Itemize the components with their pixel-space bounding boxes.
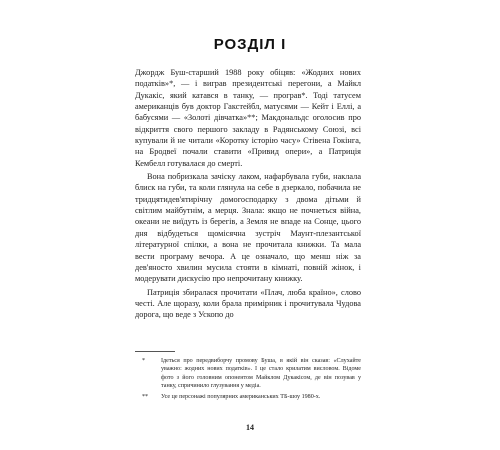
- footnote-separator: [135, 351, 175, 352]
- footnote-1-text: Ідеться про передвиборчу промову Буша, в якій він сказав: «Слухайте уважно: жодних нових податків». І це стало крилатим висловом. Відоме фото з його головним опонентом Майклом Дукакісом, де він позував у танку, спричинило глузування у медіа.: [161, 358, 361, 390]
- footnote-1-mark: *: [142, 358, 146, 364]
- paragraph-3: Патриція збиралася прочитати «Плач, люба країно», слово честі. Але щоразу, коли брала примірник і прочитувала Чудова дорога, що веде з Ускопо до: [135, 287, 361, 320]
- page-number: 14: [246, 423, 254, 432]
- footnote-2-text: Усе це персонажі популярних американських ТБ-шоу 1980-х.: [161, 393, 321, 400]
- paragraph-1: Джордж Буш-старший 1988 року обіцяв: «Жодних нових податків»*, — і виграв президентські перегони, а Майкл Дукакіс, який катався в танку, — програв*. Тоді татусем американців був доктор Гакстейбл, матусями — Кейт і Еллі, а бабусями — «Золоті дівчатка»**; Макдональдс оголосив про відкриття свого першого закладу в Радянському Союзі, всі купували й не читали «Коротку історію часу» Стівена Гокінга, на Бродвеї почали ставити «Привид опери», а Патриція Кембелл готувалася до смерті.: [135, 68, 361, 168]
- footnote-1: [135, 357, 361, 391]
- chapter-title: РОЗДІЛ І: [213, 36, 287, 53]
- footnote-2-mark: **: [142, 393, 149, 400]
- footnote-2: [135, 393, 361, 401]
- main-text: [135, 67, 361, 321]
- footnotes: [135, 357, 361, 403]
- paragraph-2: Вона побризкала зачіску лаком, нафарбувала губи, наклала блиск на губи, та коли глянула на себе в дзеркало, побачила не тридцятидев'ятирічну домогосподарку з двома дітьми й світлим майбутнім, а мерця. Знала: якщо не почнеться війна, океани не виїдуть із берегів, а Земля не впаде на Сонце, цього дня відбудеться щомісячна зустріч Маунт-плезантської літературної спілки, а вона не прочитала книжки. Та мала вести програму вечора. А це означало, що менш ніж за дев'яносто хвилин мусила стояти в кімнаті, повній жінок, і модерувати дискусію про непрочитану книжку.: [135, 172, 361, 284]
